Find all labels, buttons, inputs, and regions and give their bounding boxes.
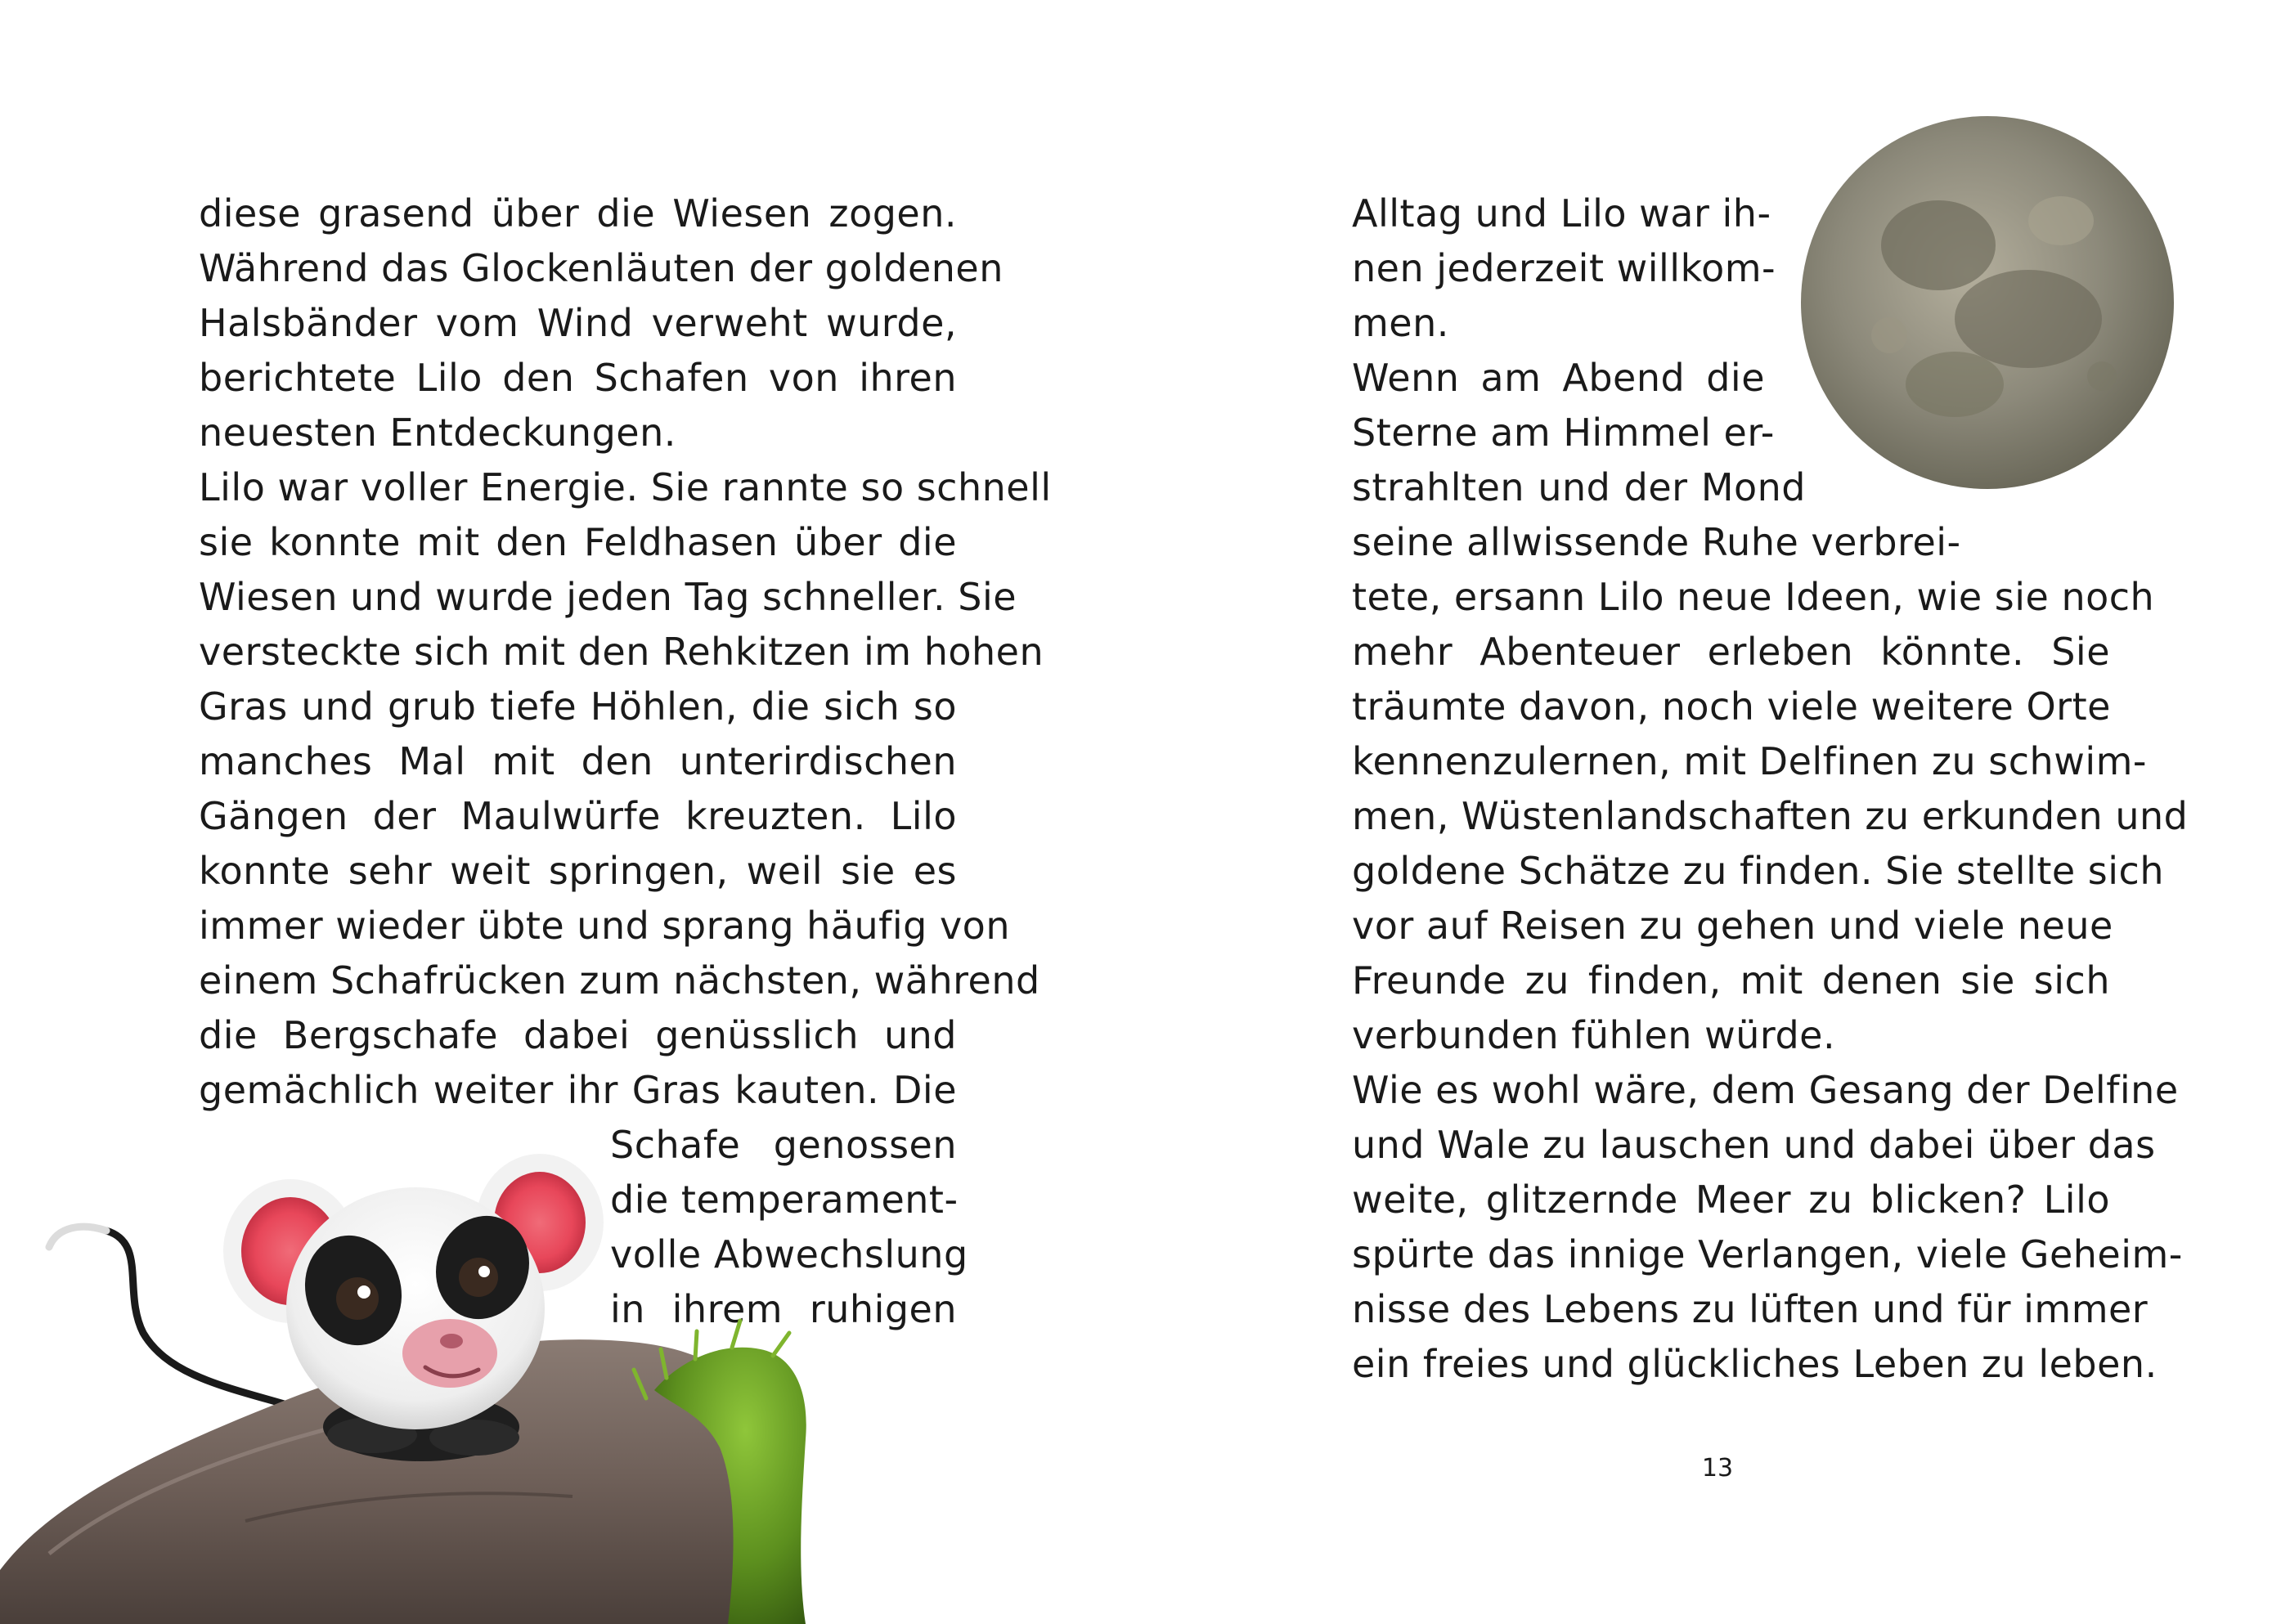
- text-line: kennenzulernen, mit Delfinen zu schwim-: [1352, 739, 2148, 783]
- page-number: 13: [1701, 1454, 1734, 1483]
- nose: [440, 1334, 463, 1348]
- text-line: nisse des Lebens zu lüften und für immer: [1352, 1287, 2149, 1331]
- text-line: manches Mal mit den unterirdischen: [199, 739, 957, 783]
- text-line: Gängen der Maulwürfe kreuzten. Lilo: [199, 794, 957, 838]
- text-line: nen jederzeit willkom-: [1352, 246, 1776, 290]
- text-line: Halsbänder vom Wind verweht wurde,: [199, 301, 957, 345]
- left-eye: [336, 1277, 379, 1320]
- text-line: Wie es wohl wäre, dem Gesang der Delfine: [1352, 1068, 2179, 1112]
- text-line: seine allwissende Ruhe verbrei-: [1352, 520, 1961, 564]
- text-line: sie konnte mit den Feldhasen über die: [199, 520, 957, 564]
- text-line: vor auf Reisen zu gehen und viele neue: [1352, 904, 2113, 948]
- text-line: men.: [1352, 301, 1449, 345]
- text-line: neuesten Entdeckungen.: [199, 410, 676, 455]
- text-line: strahlten und der Mond: [1352, 465, 1806, 509]
- text-line: gemächlich weiter ihr Gras kauten. Die: [199, 1068, 957, 1112]
- mouse-on-rock-illustration: [0, 1145, 981, 1624]
- text-line: Freunde zu finden, mit denen sie sich: [1352, 958, 2110, 1003]
- text-line: volle Abwechslung: [610, 1232, 968, 1276]
- text-line: Lilo war voller Energie. Sie rannte so schnell: [199, 465, 1052, 509]
- tail-tip: [49, 1227, 106, 1247]
- text-line: die temperament-: [610, 1178, 959, 1222]
- text-line: berichtete Lilo den Schafen von ihren: [199, 356, 957, 400]
- text-line: Gras und grub tiefe Höhlen, die sich so: [199, 684, 957, 729]
- text-line: diese grasend über die Wiesen zogen.: [199, 191, 957, 236]
- text-line: versteckte sich mit den Rehkitzen im hohen: [199, 630, 1044, 674]
- text-line: verbunden fühlen würde.: [1352, 1013, 1836, 1057]
- text-line: Wiesen und wurde jeden Tag schneller. Sie: [199, 575, 1017, 619]
- text-line: tete, ersann Lilo neue Ideen, wie sie noch: [1352, 575, 2155, 619]
- text-line: spürte das innige Verlangen, viele Geheim-: [1352, 1232, 2183, 1276]
- text-line: Wenn am Abend die: [1352, 356, 1765, 400]
- text-line: träumte davon, noch viele weitere Orte: [1352, 684, 2111, 729]
- right-eye-highlight: [478, 1266, 490, 1277]
- right-eye: [459, 1258, 498, 1297]
- text-line: einem Schafrücken zum nächsten, während: [199, 958, 1040, 1003]
- text-line: immer wieder übte und sprang häufig von: [199, 904, 1010, 948]
- text-line: Alltag und Lilo war ih-: [1352, 191, 1771, 236]
- text-line: men, Wüstenlandschaften zu erkunden und: [1352, 794, 2189, 838]
- text-line: Während das Glockenläuten der goldenen: [199, 246, 1004, 290]
- moon-crater: [2028, 196, 2094, 245]
- text-line: die Bergschafe dabei genüsslich und: [199, 1013, 957, 1057]
- text-line: mehr Abenteuer erleben könnte. Sie: [1352, 630, 2110, 674]
- text-line: und Wale zu lauschen und dabei über das: [1352, 1123, 2156, 1167]
- left-eye-highlight: [357, 1285, 370, 1299]
- moon-crater: [1955, 270, 2102, 368]
- text-line: Sterne am Himmel er-: [1352, 410, 1775, 455]
- text-line: Schafe genossen: [610, 1123, 957, 1167]
- text-line: weite, glitzernde Meer zu blicken? Lilo: [1352, 1178, 2110, 1222]
- moon-crater: [1906, 352, 2004, 417]
- text-line: goldene Schätze zu finden. Sie stellte sich: [1352, 849, 2165, 893]
- moon-crater: [1881, 200, 1996, 290]
- text-line: ein freies und glückliches Leben zu leben.: [1352, 1342, 2158, 1386]
- moon-illustration: [1791, 106, 2184, 499]
- text-line: konnte sehr weit springen, weil sie es: [199, 849, 957, 893]
- moon-crater: [1871, 317, 1907, 353]
- moon-crater: [2087, 361, 2117, 391]
- text-line: in ihrem ruhigen: [610, 1287, 957, 1331]
